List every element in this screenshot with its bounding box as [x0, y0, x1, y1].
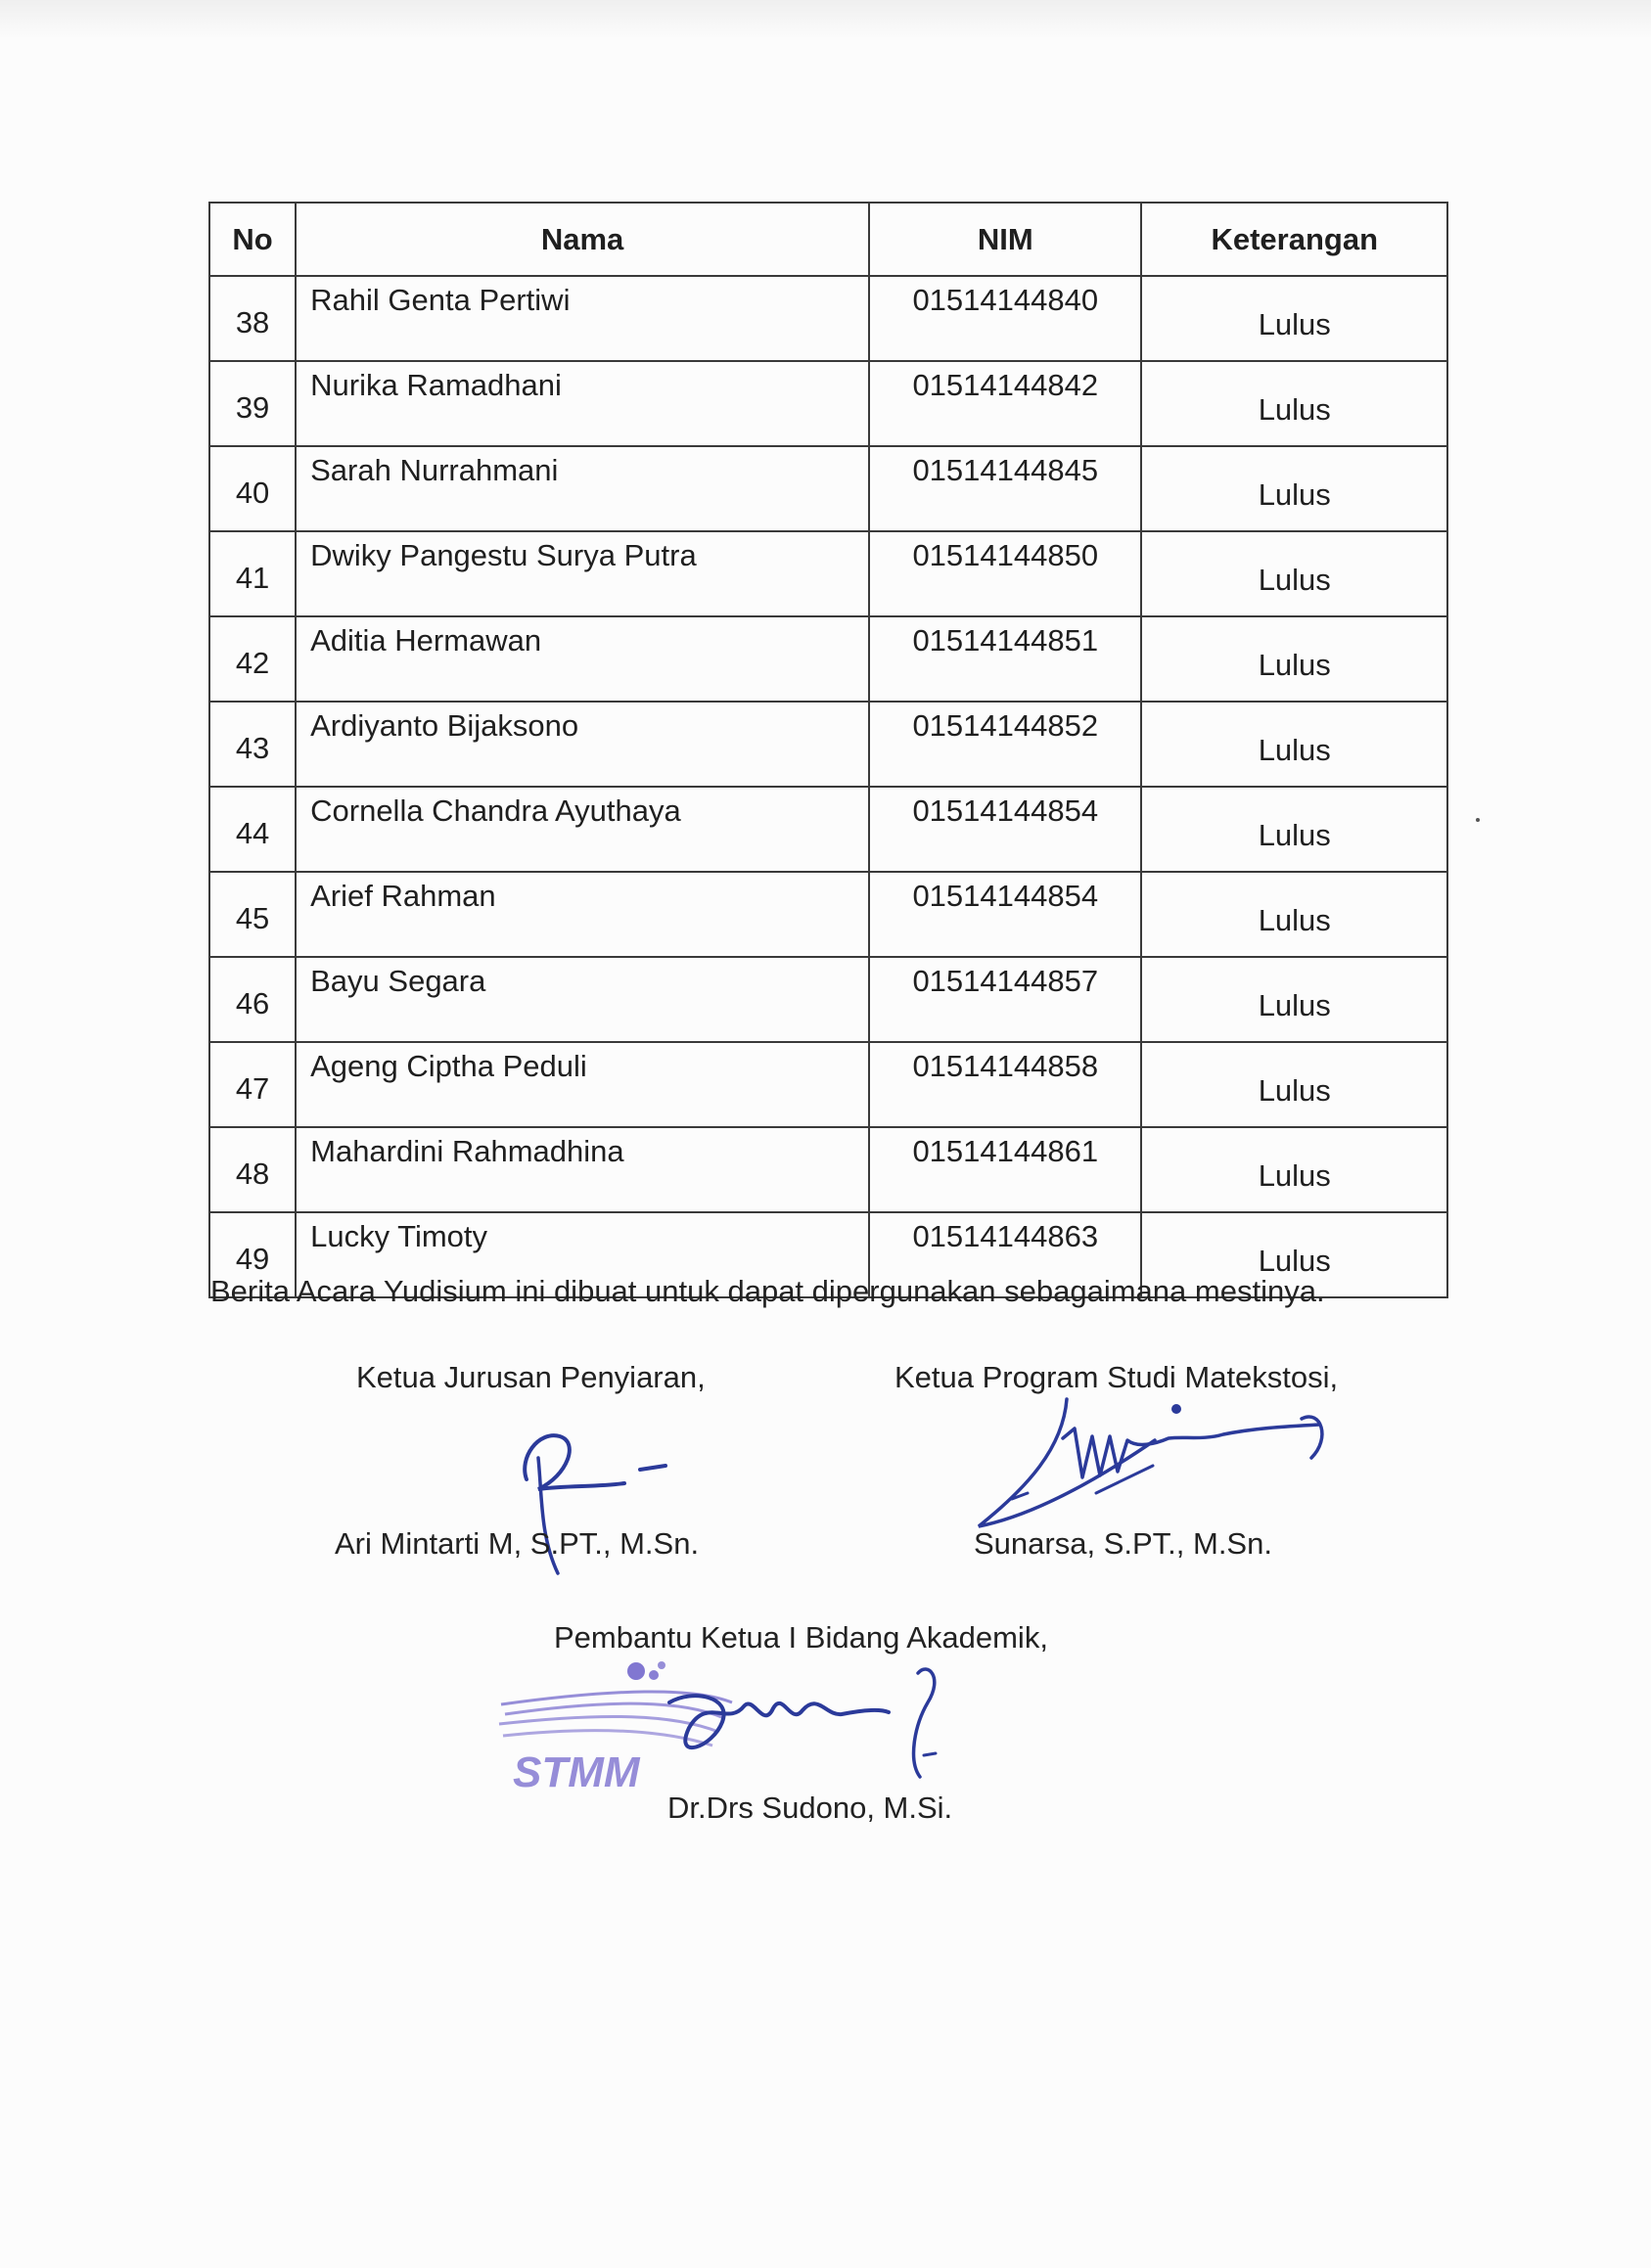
cell-nama: Rahil Genta Pertiwi	[296, 276, 869, 361]
table-row	[209, 276, 1447, 361]
cell-keterangan: Lulus	[1141, 446, 1447, 531]
cell-keterangan: Lulus	[1141, 787, 1447, 872]
cell-nim: 01514144863	[869, 1212, 1141, 1297]
cell-keterangan: Lulus	[1141, 702, 1447, 787]
scan-smudge	[0, 0, 1651, 39]
table-header-row	[209, 203, 1447, 276]
cell-nim: 01514144861	[869, 1127, 1141, 1212]
cell-nama: Cornella Chandra Ayuthaya	[296, 787, 869, 872]
cell-no: 43	[209, 702, 296, 787]
cell-keterangan: Lulus	[1141, 361, 1447, 446]
cell-nim: 01514144842	[869, 361, 1141, 446]
cell-no: 46	[209, 957, 296, 1042]
table-row	[209, 1127, 1447, 1212]
cell-keterangan: Lulus	[1141, 957, 1447, 1042]
cell-nama: Mahardini Rahmadhina	[296, 1127, 869, 1212]
cell-no: 47	[209, 1042, 296, 1127]
cell-nim: 01514144857	[869, 957, 1141, 1042]
left-signature-scribble	[509, 1419, 685, 1595]
graduation-table	[208, 202, 1448, 1298]
table-row	[209, 361, 1447, 446]
cell-nama: Dwiky Pangestu Surya Putra	[296, 531, 869, 616]
left-signer-name: Ari Mintarti M, S.PT., M.Sn.	[335, 1526, 700, 1561]
cell-keterangan: Lulus	[1141, 1127, 1447, 1212]
cell-nama: Bayu Segara	[296, 957, 869, 1042]
cell-no: 39	[209, 361, 296, 446]
cell-no: 45	[209, 872, 296, 957]
cell-nama: Aditia Hermawan	[296, 616, 869, 702]
cell-nama: Sarah Nurrahmani	[296, 446, 869, 531]
cell-nim: 01514144852	[869, 702, 1141, 787]
cell-no: 42	[209, 616, 296, 702]
right-signer-title: Ketua Program Studi Matekstosi,	[894, 1360, 1339, 1394]
left-signer-title: Ketua Jurusan Penyiaran,	[356, 1360, 706, 1394]
cell-nim: 01514144858	[869, 1042, 1141, 1127]
table-body	[209, 276, 1447, 1297]
center-signer-title: Pembantu Ketua I Bidang Akademik,	[554, 1620, 1048, 1655]
cell-keterangan: Lulus	[1141, 616, 1447, 702]
cell-nim: 01514144854	[869, 787, 1141, 872]
institution-stamp-and-signature	[497, 1654, 1084, 1810]
cell-keterangan: Lulus	[1141, 531, 1447, 616]
cell-no: 48	[209, 1127, 296, 1212]
right-signer-name: Sunarsa, S.PT., M.Sn.	[974, 1526, 1272, 1561]
table-row	[209, 446, 1447, 531]
cell-nim: 01514144851	[869, 616, 1141, 702]
center-signer-name: Dr.Drs Sudono, M.Si.	[667, 1791, 953, 1825]
cell-no: 38	[209, 276, 296, 361]
cell-nim: 01514144845	[869, 446, 1141, 531]
header-keterangan: Keterangan	[1141, 203, 1447, 276]
cell-nama: Arief Rahman	[296, 872, 869, 957]
cell-keterangan: Lulus	[1141, 276, 1447, 361]
cell-no: 49	[209, 1212, 296, 1297]
cell-nama: Nurika Ramadhani	[296, 361, 869, 446]
cell-no: 44	[209, 787, 296, 872]
stamp-lettering: STMM	[513, 1748, 640, 1796]
cell-nama: Ardiyanto Bijaksono	[296, 702, 869, 787]
cell-nama: Lucky Timoty	[296, 1212, 869, 1297]
cell-nama: Ageng Ciptha Peduli	[296, 1042, 869, 1127]
table-row	[209, 1042, 1447, 1127]
cell-no: 40	[209, 446, 296, 531]
cell-nim: 01514144850	[869, 531, 1141, 616]
cell-keterangan: Lulus	[1141, 1212, 1447, 1297]
cell-nim: 01514144840	[869, 276, 1141, 361]
header-nama: Nama	[296, 203, 869, 276]
closing-statement: Berita Acara Yudisium ini dibuat untuk dapat dipergunakan sebagaimana mestinya.	[210, 1274, 1325, 1308]
header-nim: NIM	[869, 203, 1141, 276]
table-row	[209, 872, 1447, 957]
cell-keterangan: Lulus	[1141, 872, 1447, 957]
table-row	[209, 957, 1447, 1042]
header-no: No	[209, 203, 296, 276]
table-row	[209, 531, 1447, 616]
scan-speck	[1476, 818, 1480, 822]
table-row	[209, 616, 1447, 702]
cell-keterangan: Lulus	[1141, 1042, 1447, 1127]
table-row	[209, 702, 1447, 787]
table-row	[209, 787, 1447, 872]
cell-no: 41	[209, 531, 296, 616]
cell-nim: 01514144854	[869, 872, 1141, 957]
